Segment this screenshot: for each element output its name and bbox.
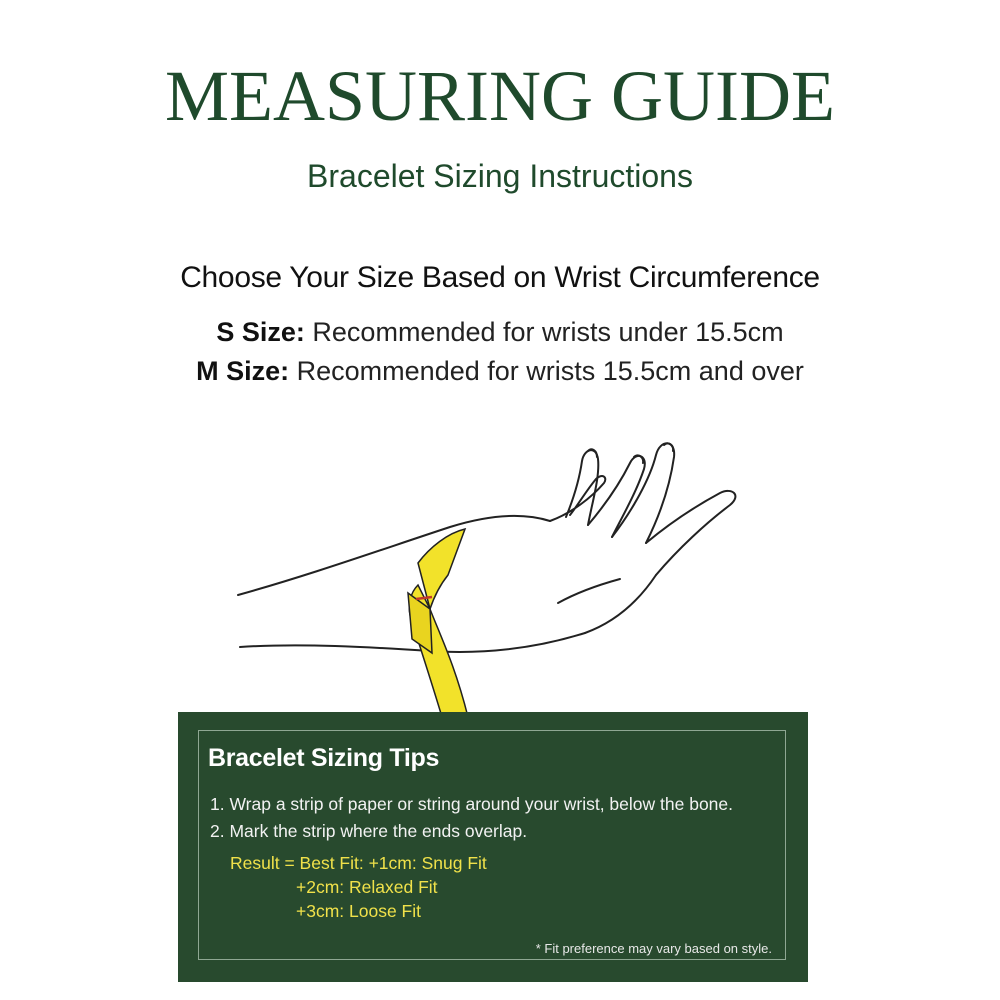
size-heading: Choose Your Size Based on Wrist Circumference <box>180 261 820 294</box>
tips-title: Bracelet Sizing Tips <box>208 744 440 772</box>
page-title: MEASURING GUIDE <box>165 56 835 136</box>
tip-step: 1. Wrap a strip of paper or string around your wrist, below the bone. <box>210 794 734 814</box>
fit-result-line: +3cm: Loose Fit <box>296 901 421 921</box>
size-m-row <box>0 354 1000 388</box>
page-subtitle: Bracelet Sizing Instructions <box>307 158 693 194</box>
size-s-row <box>0 315 1000 349</box>
size-m-text: Recommended for wrists 15.5cm and over <box>296 356 804 386</box>
sizing-tips-panel <box>178 712 808 982</box>
size-m-label: M Size: <box>196 356 290 386</box>
size-s-text: Recommended for wrists under 15.5cm <box>312 317 784 347</box>
fit-note: * Fit preference may vary based on style. <box>535 941 772 956</box>
hand-measuring-tape-icon <box>220 425 780 720</box>
fit-result-line: Result = Best Fit: +1cm: Snug Fit <box>230 853 487 873</box>
fit-result-line: +2cm: Relaxed Fit <box>296 877 438 897</box>
tip-step: 2. Mark the strip where the ends overlap. <box>210 821 528 841</box>
size-s-label: S Size: <box>216 317 305 347</box>
